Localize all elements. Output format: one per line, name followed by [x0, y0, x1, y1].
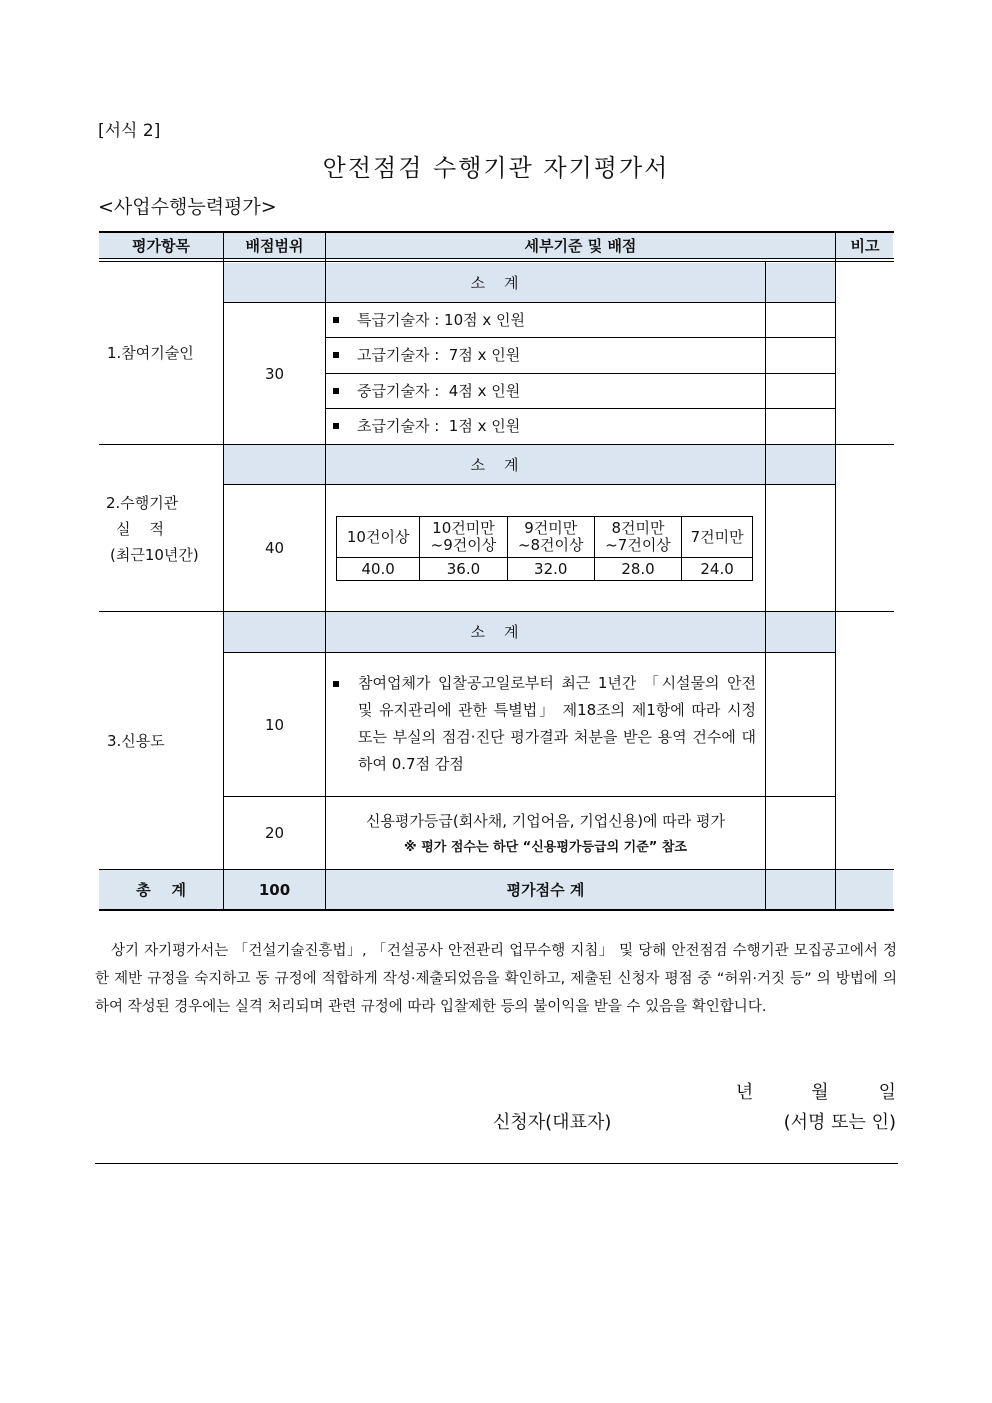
performance-score: 32.0	[507, 558, 594, 581]
declaration-text: 상기 자기평가서는 「건설기술진흥법」, 「건설공사 안전관리 업무수행 지침」 및 당해 안전점검 수행기관 모집공고에서 정한 제반 규정을 숙지하고 동 규정에 적합하게 작성·제출되었음을 확인하고, 제출된 신청자 평점 중 “허위·거짓 등” 의 방법에 의하여 작성된 경우에는 실격 처리되며 관련 규정에 따라 입찰제한 등의 불이익을 받을 수 있음을 확인합니다.	[95, 943, 897, 1015]
header-line: ~9건이상	[430, 536, 497, 554]
header-line: 9건미만	[524, 519, 578, 537]
subtotal-label: 소 계	[470, 455, 519, 474]
item-technicians: 1.참여기술인	[107, 343, 194, 362]
criteria-text: 초급기술자 : 1점 x 인원	[357, 417, 521, 435]
bullet-icon	[333, 681, 339, 687]
header-line: 7건미만	[690, 527, 744, 546]
month-label: 월	[811, 1082, 829, 1103]
year-label: 년	[735, 1082, 754, 1103]
performance-score: 28.0	[594, 558, 681, 581]
item-performance	[104, 490, 222, 568]
total-label: 총 계	[136, 881, 186, 899]
criteria-item	[333, 302, 525, 337]
header-line: 8건미만	[611, 519, 665, 537]
total-range: 100	[258, 880, 291, 899]
header-criteria: 세부기준 및 배점	[524, 237, 637, 255]
performance-header	[594, 517, 681, 558]
performance-score: 36.0	[420, 558, 507, 581]
document-title: 안전점검 수행기관 자기평가서	[322, 154, 670, 182]
performance-header	[507, 517, 594, 558]
day-label: 일	[878, 1082, 896, 1103]
applicant-label: 신청자(대표자)	[493, 1112, 612, 1133]
item-line: (최근10년간)	[110, 546, 199, 564]
criteria-item	[333, 408, 520, 443]
performance-header	[337, 517, 420, 558]
header-line: 10건미만	[432, 519, 495, 537]
criteria-item	[333, 373, 520, 408]
range-credit-penalty: 10	[264, 715, 285, 734]
performance-score: 24.0	[682, 558, 753, 581]
performance-score-table	[336, 516, 753, 581]
credit-penalty-text: 참여업체가 입찰공고일로부터 최근 1년간 「시설물의 안전 및 유지관리에 관한 특별법」 제18조의 제1항에 따라 시정 또는 부실의 점검·진단 평가결과 처분을 받은 용역 건수에 대하여 0.7점 감점	[358, 674, 756, 773]
performance-header	[682, 517, 753, 558]
signature-label[interactable]: (서명 또는 인)	[783, 1112, 896, 1133]
bullet-icon	[333, 317, 339, 323]
date-line	[736, 1078, 896, 1104]
rule	[835, 232, 836, 910]
item-line: 2.수행기관	[106, 494, 179, 512]
range-performance: 40	[264, 539, 285, 557]
credit-rating-note: ※ 평가 점수는 하단 “신용평가등급의 기준” 참조	[404, 839, 687, 855]
total-criteria: 평가점수 계	[506, 881, 585, 899]
header-line: 10건이상	[346, 527, 410, 546]
range-technicians: 30	[264, 364, 285, 383]
item-credit: 3.신용도	[107, 731, 165, 750]
criteria-item	[333, 337, 520, 372]
header-line: ~7건이상	[605, 536, 671, 554]
header-note: 비고	[850, 237, 880, 255]
criteria-text: 특급기술자 : 10점 x 인원	[357, 311, 526, 329]
range-credit-rating: 20	[264, 824, 285, 842]
header-item: 평가항목	[132, 237, 190, 255]
bullet-icon	[333, 423, 339, 429]
bullet-icon	[333, 352, 339, 358]
performance-score: 40.0	[337, 558, 420, 581]
bottom-rule	[95, 1163, 898, 1164]
criteria-text: 고급기술자 : 7점 x 인원	[357, 346, 521, 364]
credit-rating-text: 신용평가등급(회사채, 기업어음, 기업신용)에 따라 평가	[365, 811, 726, 830]
subtotal-label: 소 계	[470, 623, 519, 641]
bullet-icon	[333, 388, 339, 394]
criteria-text: 중급기술자 : 4점 x 인원	[357, 382, 521, 400]
header-line: ~8건이상	[517, 536, 584, 554]
subtotal-label: 소 계	[470, 273, 519, 292]
item-line: 실 적	[116, 520, 165, 538]
rule	[99, 909, 894, 911]
header-range: 배점범위	[245, 237, 304, 255]
section-heading: <사업수행능력평가>	[98, 196, 277, 218]
form-label: [서식 2]	[98, 121, 161, 141]
performance-header	[420, 517, 507, 558]
rule	[765, 262, 766, 910]
